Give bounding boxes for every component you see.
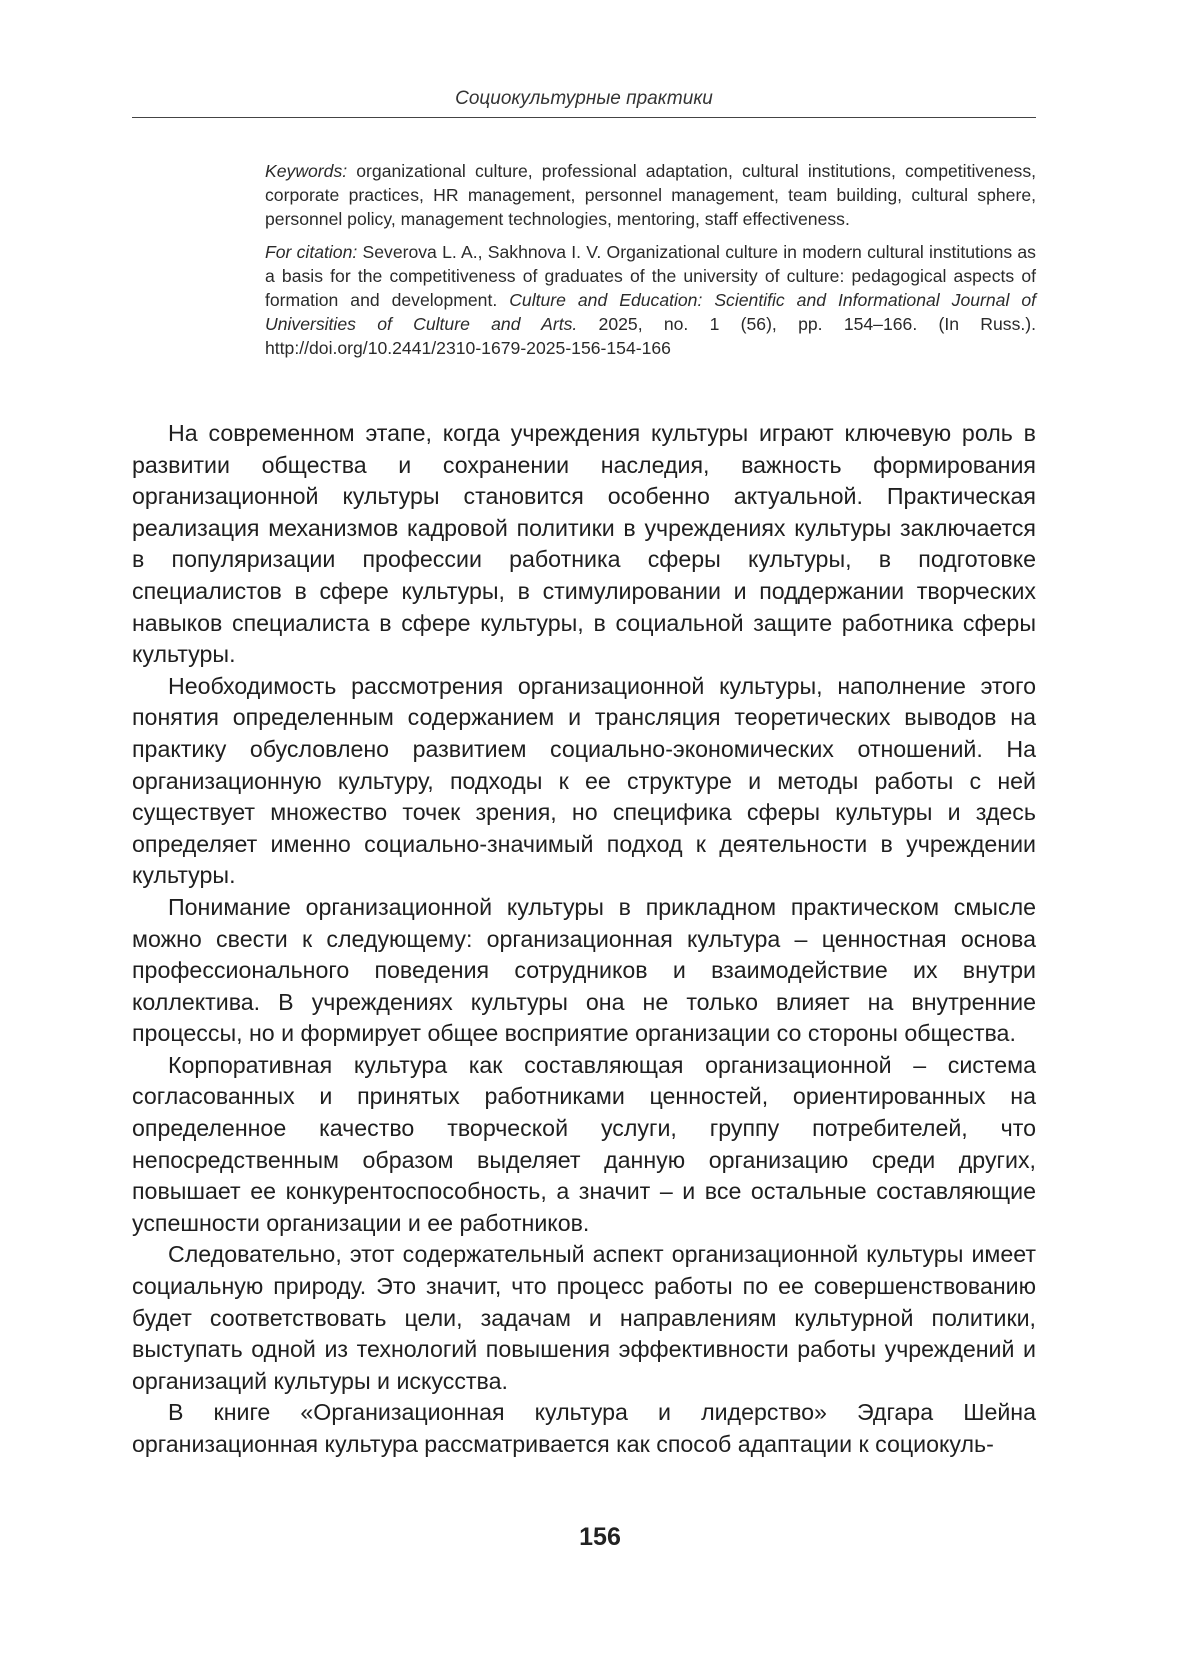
citation-text: Severova L. A., Sakhnova I. V. Organizational culture in modern cultural institutions as a basis for the competitiveness of graduates of the university of culture: pedagogical aspects of formation and development. [265, 242, 1036, 310]
header-rule [132, 117, 1036, 118]
body-paragraph: Понимание организационной культуры в прикладном практическом смысле можно свести к следующему: организационная культура – ценностная основа профессионального поведения сотрудников и взаимодействие их внутри коллектива. В учреждениях культуры она не только влияет на внутренние процессы, но и формирует общее восприятие организации со стороны общества. [132, 893, 1036, 1047]
body-paragraph: Следовательно, этот содержательный аспект организационной культуры имеет социальную природу. Это значит, что процесс работы по ее совершенствованию будет соответствовать цели, задачам и направлениям культурной политики, выступать одной из технологий повышения эффективности работы учреждений и организаций культуры и искусства. [132, 1241, 1036, 1394]
citation-label: For citation: [265, 242, 358, 263]
page-number: 156 [579, 1523, 621, 1551]
keywords-text: organizational culture, professional adaptation, cultural institutions, competitiveness, corporate practices, HR management, personnel management, team building, cultural sphere, personnel policy, management technologies, mentoring, staff effectiveness. [265, 161, 1036, 229]
citation-paragraph [265, 241, 1036, 360]
abstract-block [265, 160, 1036, 370]
citation-tail: 2025, no. 1 (56), pp. 154–166. (In Russ.). http://doi.org/10.2441/2310-1679-2025-156-154-166 [265, 313, 1037, 358]
citation-journal: Culture and Education: Scientific and Informational Journal of Universities of Culture and Arts. [265, 289, 1036, 334]
body-paragraph: Корпоративная культура как составляющая организационной – система согласованных и принятых работниками ценностей, ориентированных на определенное качество творческой услуги, группу потребителей, что непосредственным образом выделяет данную организацию среди других, повышает ее конкурентоспособность, а значит – и все остальные составляющие успешности организации и ее работников. [132, 1051, 1036, 1236]
keywords-label: Keywords: [265, 161, 348, 181]
keywords-paragraph [265, 160, 1036, 231]
body-paragraph: В книге «Организационная культура и лидерство» Эдгара Шейна организационная культура рассматривается как способ адаптации к социокуль- [132, 1399, 1036, 1457]
body-paragraph: На современном этапе, когда учреждения культуры играют ключевую роль в развитии общества и сохранении наследия, важность формирования организационной культуры становится особенно актуальной. Практическая реализация механизмов кадровой политики в учреждениях культуры заключается в популяризации профессии работника сферы культуры, в подготовке специалистов в сфере культуры, в стимулировании и поддержании творческих навыков специалиста в сфере культуры, в социальной защите работника сферы культуры. [132, 420, 1036, 668]
body-text [132, 418, 1036, 1461]
running-title: Социокультурные практики [455, 88, 713, 109]
body-paragraph: Необходимость рассмотрения организационной культуры, наполнение этого понятия определенным содержанием и трансляция теоретических выводов на практику обусловлено развитием социально-экономических отношений. На организационную культуру, подходы к ее структуре и методы работы с ней существует множество точек зрения, но специфика сферы культуры и здесь определяет именно социально-значимый подход к деятельности в учреждении культуры. [132, 672, 1036, 889]
